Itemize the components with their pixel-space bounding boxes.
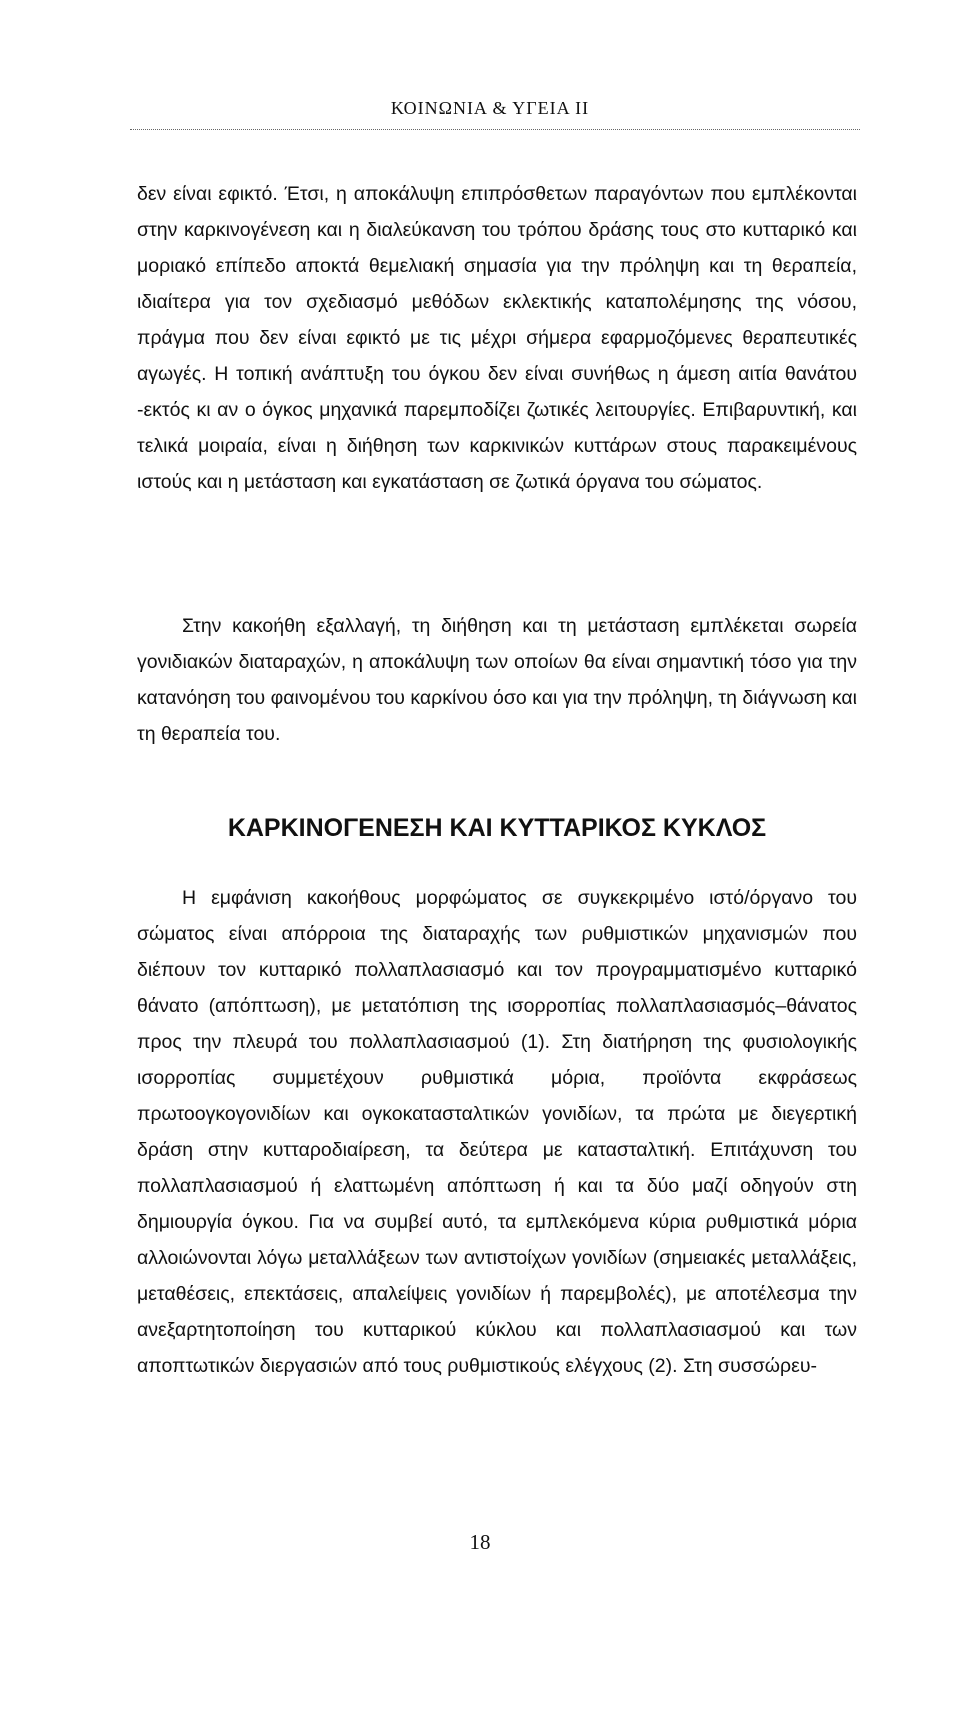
paragraph-2: Στην κακοήθη εξαλλαγή, τη διήθηση και τη μετάσταση εμπλέκεται σωρεία γονιδιακών διαταραχών, η αποκάλυψη των οποίων θα είναι σημαντική τόσο για την κατανόηση του φαινομένου του καρκίνου όσο και για την πρόληψη, τη διάγνωση και τη θεραπεία του. [137, 615, 857, 745]
paragraph-3: Η εμφάνιση κακοήθους μορφώματος σε συγκεκριμένο ιστό/όργανο του σώματος είναι απόρροια της διαταραχής των ρυθμιστικών μηχανισμών που διέπουν τον κυτταρικό πολλαπλασιασμό και τον προγραμματισμένο κυτταρικό θάνατο (απόπτωση), με μετατόπιση της ισορροπίας πολλαπλασιασμός–θάνατος προς την πλευρά του πολλαπλασιασμού (1). Στη διατήρηση της φυσιολογικής ισορροπίας συμμετέχουν ρυθμιστικά μόρια, προϊόντα εκφράσεως πρωτοογκογονιδίων και ογκοκατασταλτικών γονιδίων, τα πρώτα με διεγερτική δράση στην κυτταροδιαίρεση, τα δεύτερα με κατασταλτική. Επιτάχυνση του πολλαπλασιασμού ή ελαττωμένη απόπτωση ή και τα δύο μαζί οδηγούν στη δημιουργία όγκου. Για να συμβεί αυτό, τα εμπλεκόμενα κύρια ρυθμιστικά μόρια αλλοιώνονται λόγω μεταλλάξεων των αντιστοίχων γονιδίων (σημειακές μεταλλάξεις, μεταθέσεις, επεκτάσεις, απαλείψεις γονιδίων ή παρεμβολές), με αποτέλεσμα την ανεξαρτητοποίηση του κυτταρικού κύκλου και πολλαπλασιασμού και των αποπτωτικών διεργασιών από τους ρυθμιστικούς ελέγχους (2). Στη συσσώρευ- [137, 887, 857, 1377]
running-header: ΚΟΙΝΩΝΙΑ & ΥΓΕΙΑ II [390, 98, 590, 118]
header-divider [130, 129, 860, 130]
paragraph-1: δεν είναι εφικτό. Έτσι, η αποκάλυψη επιπρόσθετων παραγόντων που εμπλέκονται στην καρκινογένεση και η διαλεύκανση του τρόπου δράσης τους στο κυτταρικό και μοριακό επίπεδο αποκτά θεμελιακή σημασία για την πρόληψη και τη θεραπεία, ιδιαίτερα για τον σχεδιασμό μεθόδων εκλεκτικής καταπολέμησης της νόσου, πράγμα που δεν είναι εφικτό με τις μέχρι σήμερα εφαρμοζόμενες θεραπευτικές αγωγές. Η τοπική ανάπτυξη του όγκου δεν είναι συνήθως η άμεση αιτία θανάτου -εκτός κι αν ο όγκος μηχανικά παρεμποδίζει ζωτικές λειτουργίες. Επιβαρυντική, και τελικά μοιραία, είναι η διήθηση των καρκινικών κυττάρων στους παρακειμένους ιστούς και η μετάσταση και εγκατάσταση σε ζωτικά όργανα του σώματος. [137, 183, 857, 493]
section-heading: ΚΑΡΚΙΝΟΓΕΝΕΣΗ ΚΑΙ ΚΥΤΤΑΡΙΚΟΣ ΚΥΚΛΟΣ [227, 814, 767, 842]
page-number: 18 [469, 1530, 491, 1554]
